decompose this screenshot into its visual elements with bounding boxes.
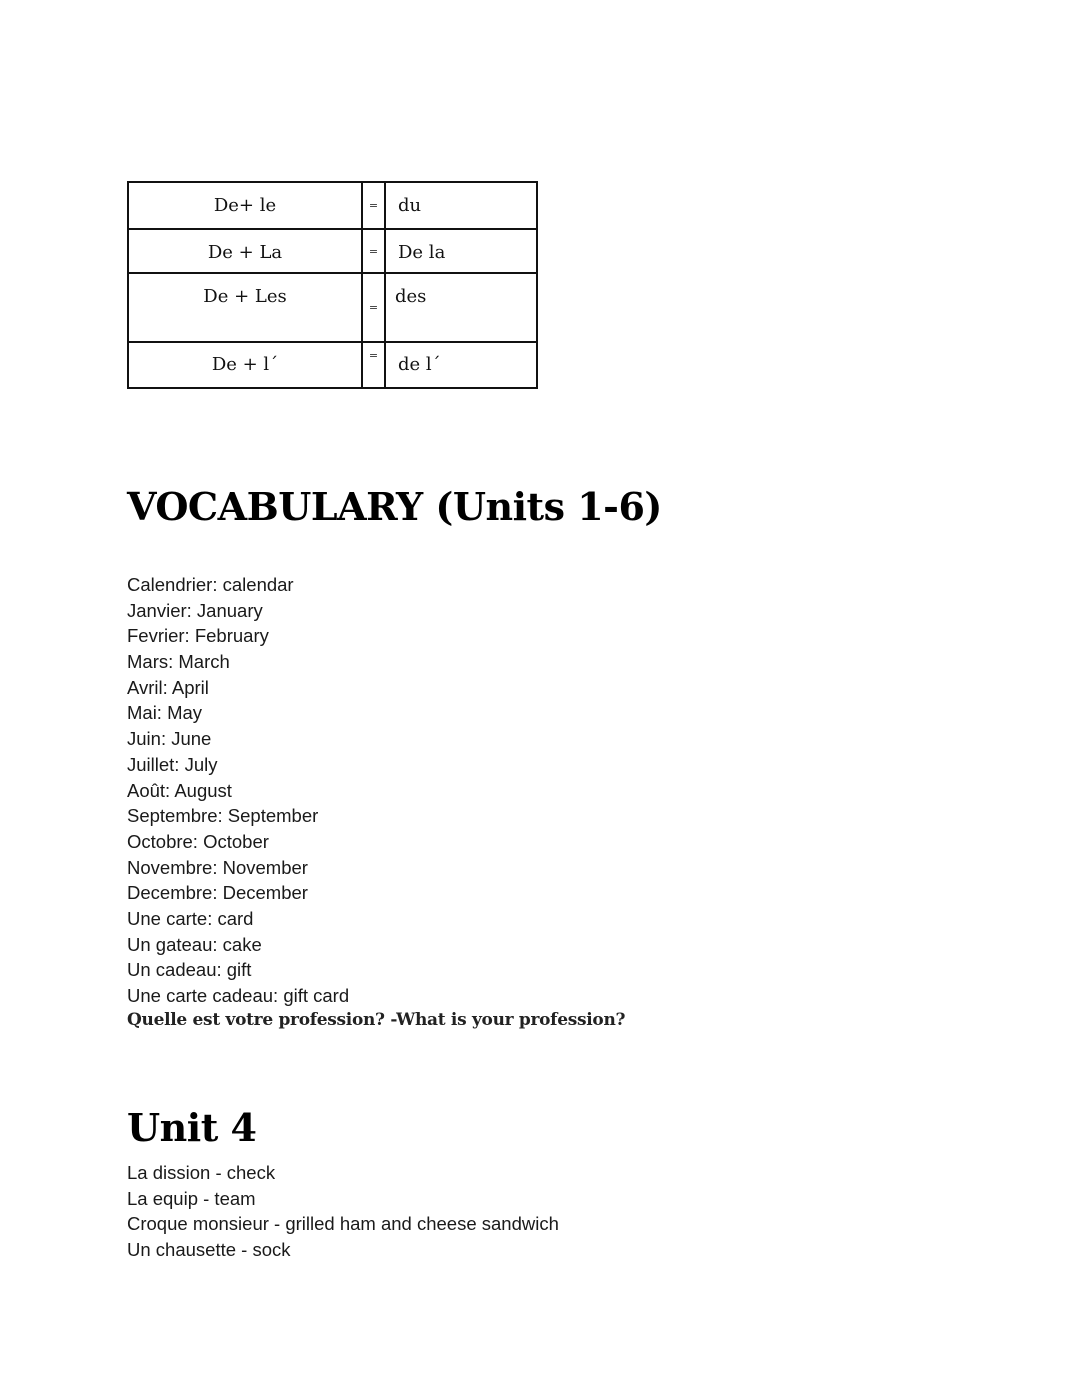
table-cell-equals: = [362,229,385,273]
vocabulary-heading: VOCABULARY (Units 1-6) [127,484,662,529]
list-item: Septembre: September [127,805,319,827]
list-item: Mai: May [127,702,203,724]
table-row [128,342,537,388]
list-item: Juin: June [127,728,212,750]
list-item: Un gateau: cake [127,933,262,955]
unit4-list [127,1160,559,1263]
table-cell-left: De + l´ [128,342,362,388]
contraction-table [127,181,538,389]
list-item: Mars: March [127,651,230,673]
list-item: Calendrier: calendar [127,574,294,595]
table-cell-left: De + Les [128,273,362,342]
list-item: La dission - check [127,1162,276,1183]
list-item: Novembre: November [127,856,308,878]
list-item: Juillet: July [127,753,218,775]
table-cell-equals: = [362,273,385,342]
profession-question: Quelle est votre profession? -What is your profession? [127,1010,626,1030]
table-row [128,182,537,229]
list-item: Janvier: January [127,599,263,621]
list-item: Decembre: December [127,882,308,904]
list-item: Octobre: October [127,830,269,852]
table-cell-left: De + La [128,229,362,273]
list-item: Un chausette - sock [127,1239,291,1261]
list-item: La equip - team [127,1187,256,1209]
vocabulary-list [127,572,349,1009]
table-cell-right: des [385,273,537,342]
table-cell-right: du [385,182,537,229]
table-row [128,229,537,273]
list-item: Une carte: card [127,907,254,929]
list-item: Avril: April [127,676,209,698]
table-cell-equals: = [362,182,385,229]
list-item: Août: August [127,779,232,801]
unit4-heading: Unit 4 [127,1105,257,1150]
table-cell-right: De la [385,229,537,273]
table-cell-equals: = [362,342,385,388]
table-cell-left: De+ le [128,182,362,229]
list-item: Croque monsieur - grilled ham and cheese sandwich [127,1213,559,1235]
list-item: Une carte cadeau: gift card [127,985,350,1006]
list-item: Fevrier: February [127,625,269,647]
table-cell-right: de l´ [385,342,537,388]
list-item: Un cadeau: gift [127,959,252,981]
table-row [128,273,537,342]
